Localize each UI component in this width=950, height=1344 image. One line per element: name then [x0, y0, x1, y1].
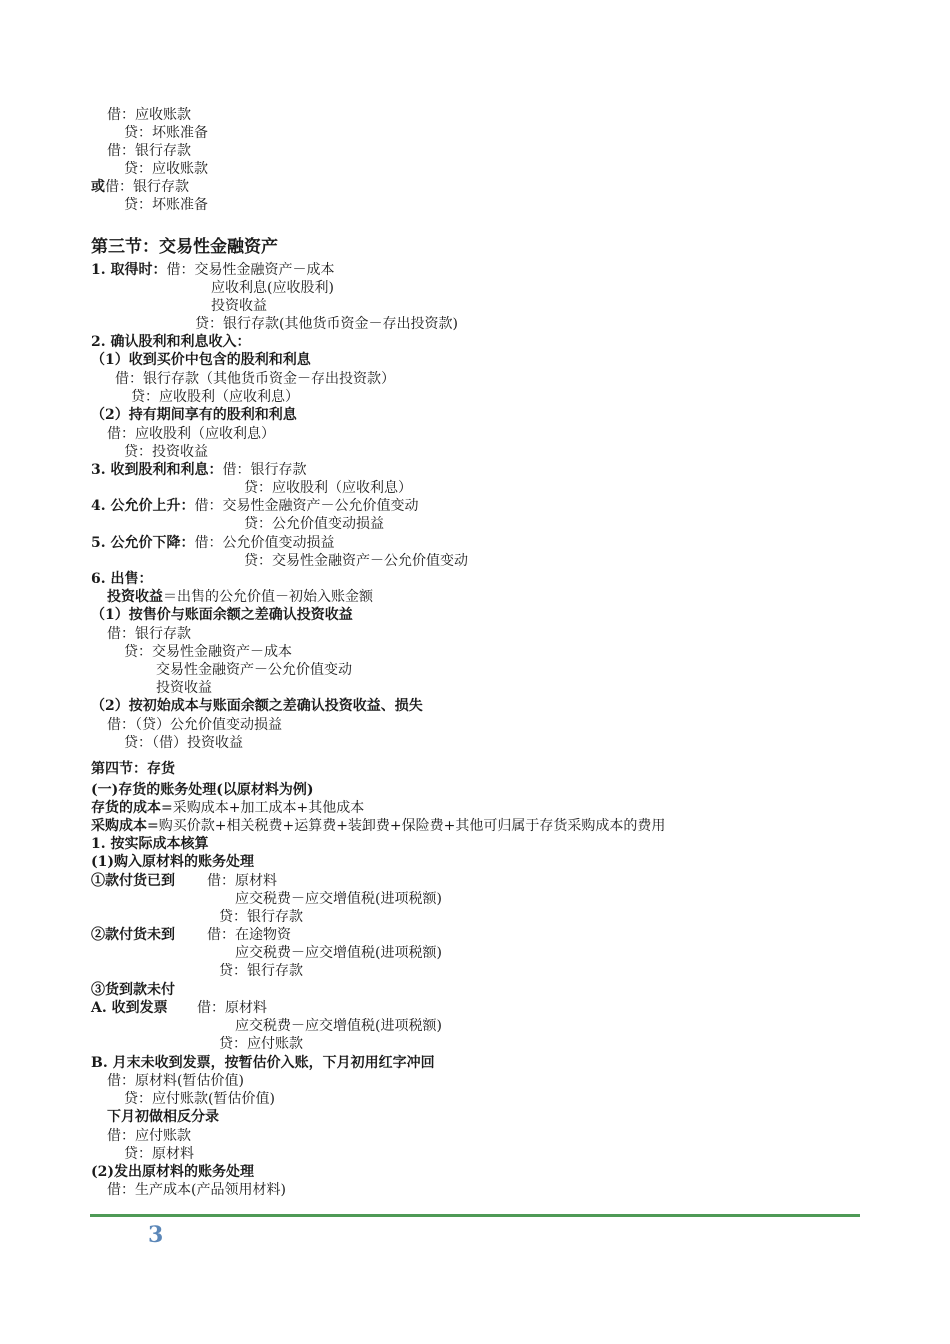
case-label: A. 收到发票: [91, 1000, 168, 1016]
entry-text: 借：原材料: [207, 873, 277, 889]
entry-line: 应交税费－应交增值税(进项税额): [235, 1018, 442, 1034]
sub-heading: (一)存货的账务处理(以原材料为例): [91, 782, 314, 798]
entry-line: 交易性金融资产－公允价值变动: [156, 662, 352, 678]
entry-line: 应收利息(应收股利): [211, 280, 334, 296]
item-heading: 2. 确认股利和利息收入：: [91, 334, 251, 350]
entry-text: 借：原材料: [197, 1000, 267, 1016]
entry-line: 贷：（借）投资收益: [124, 735, 243, 751]
entry-line: 贷：原材料: [124, 1146, 194, 1162]
term-label: 投资收益: [107, 589, 163, 605]
footer-rule: [90, 1214, 860, 1217]
entry-text: 借：交易性金融资产－公允价值变动: [194, 498, 419, 514]
entry-line: 借：银行存款: [107, 626, 191, 642]
entry-line: 贷：应收股利（应收利息）: [131, 389, 299, 405]
entry-line: 借：原材料(暂估价值): [107, 1073, 244, 1089]
entry-text: 借：银行存款: [222, 462, 307, 478]
entry-text: 借：在途物资: [207, 927, 291, 943]
item-heading: 5. 公允价下降：: [91, 535, 195, 551]
entry-line: 借：生产成本(产品领用材料): [107, 1182, 286, 1198]
entry-text: =采购成本+加工成本+其他成本: [161, 800, 365, 816]
entry-line: 投资收益: [211, 298, 267, 314]
entry-line: [91, 534, 335, 552]
entry-line: 应交税费－应交增值税(进项税额): [235, 891, 442, 907]
entry-line: [91, 999, 267, 1017]
item-heading: 3. 收到股利和利息：: [91, 462, 223, 478]
entry-line: 贷：银行存款(其他货币资金－存出投资款): [195, 316, 458, 332]
entry-line: [91, 261, 335, 279]
entry-line: [107, 588, 373, 606]
section-title: 第四节：存货: [91, 761, 175, 777]
entry-text: 借：交易性金融资产－成本: [166, 262, 335, 278]
case-label: ②款付货未到: [91, 927, 175, 943]
entry-text: 借：银行存款: [105, 179, 189, 195]
entry-line: 借：应付账款: [107, 1128, 191, 1144]
entry-line: 贷：交易性金融资产－成本: [124, 644, 292, 660]
entry-line: 贷：银行存款: [219, 963, 303, 979]
entry-line: [91, 799, 364, 817]
term-label: 采购成本: [91, 818, 147, 834]
sub-heading: （2）持有期间享有的股利和利息: [91, 407, 297, 423]
entry-line: 贷：投资收益: [124, 444, 208, 460]
sub-heading: （1）按售价与账面余额之差确认投资收益: [91, 607, 353, 623]
entry-line: 借：银行存款（其他货币资金－存出投资款）: [115, 371, 395, 387]
entry-line: [91, 817, 665, 835]
entry-line: 投资收益: [156, 680, 212, 696]
entry-line: 借：应收股利（应收利息）: [107, 426, 275, 442]
sub-heading: （2）按初始成本与账面余额之差确认投资收益、损失: [91, 698, 423, 714]
entry-line: 贷：应付账款(暂估价值): [124, 1091, 275, 1107]
item-heading: 6. 出售：: [91, 571, 153, 587]
entry-line: 贷：坏账准备: [124, 125, 208, 141]
entry-line: 贷：银行存款: [219, 909, 303, 925]
entry-line: 贷：交易性金融资产－公允价值变动: [244, 553, 468, 569]
entry-text: 借：公允价值变动损益: [194, 535, 335, 551]
case-label: ①款付货已到: [91, 873, 175, 889]
entry-line: 贷：应收股利（应收利息）: [244, 480, 412, 496]
entry-line: [91, 178, 189, 196]
section-title: 第三节：交易性金融资产: [91, 237, 278, 257]
entry-line: 贷：公允价值变动损益: [244, 516, 384, 532]
case-label: B. 月末未收到发票，按暂估价入账，下月初用红字冲回: [91, 1055, 435, 1071]
item-heading: 1. 按实际成本核算: [91, 836, 209, 852]
entry-text: =购买价款+相关税费+运算费+装卸费+保险费+其他可归属于存货采购成本的费用: [147, 818, 666, 834]
entry-line: [91, 497, 419, 515]
case-label: ③货到款未付: [91, 982, 175, 998]
or-label: 或: [91, 179, 105, 195]
entry-line: 贷：坏账准备: [124, 197, 208, 213]
entry-line: 借：银行存款: [107, 143, 191, 159]
sub-heading: (2)发出原材料的账务处理: [91, 1164, 254, 1180]
page-number: 3: [148, 1222, 164, 1248]
entry-text: ＝出售的公允价值－初始入账金额: [163, 589, 373, 605]
sub-heading: (1)购入原材料的账务处理: [91, 854, 254, 870]
entry-line: 贷：应收账款: [124, 161, 208, 177]
sub-heading: （1）收到买价中包含的股利和利息: [91, 352, 311, 368]
entry-line: 贷：应付账款: [219, 1036, 303, 1052]
entry-line: [91, 872, 277, 890]
term-label: 存货的成本: [91, 800, 161, 816]
item-heading: 4. 公允价上升：: [91, 498, 195, 514]
entry-line: 借：（贷）公允价值变动损益: [107, 717, 282, 733]
entry-line: 借：应收账款: [107, 107, 191, 123]
entry-line: 应交税费－应交增值税(进项税额): [235, 945, 442, 961]
entry-line: [91, 926, 291, 944]
entry-line: [91, 461, 307, 479]
item-heading: 1. 取得时：: [91, 262, 167, 278]
case-label: 下月初做相反分录: [107, 1109, 219, 1125]
